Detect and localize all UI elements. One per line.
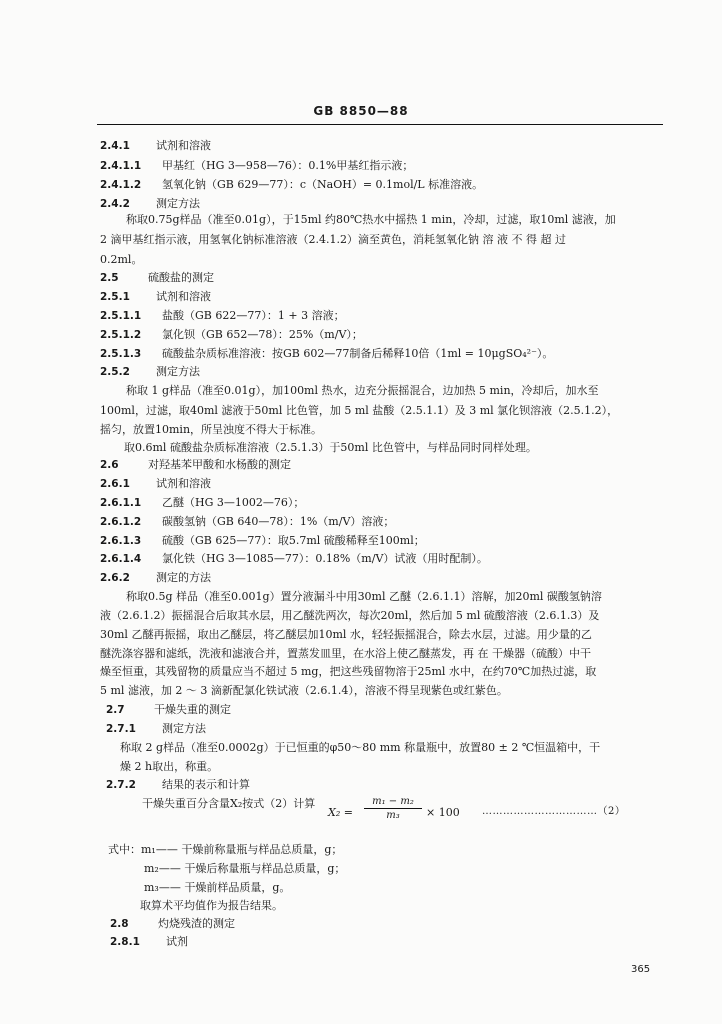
formula-fraction xyxy=(364,796,422,821)
paragraph-line xyxy=(120,760,218,774)
line-text: 2 滴甲基红指示液，用氢氧化钠标准溶液（2.4.1.2）滴至黄色，消耗氢氧化钠 溶 液 不 得 超 过 xyxy=(100,233,566,246)
paragraph-line xyxy=(144,881,290,895)
line-text: 氢氧化钠（GB 629—77）：c（NaOH）= 0.1mol/L 标准溶液。 xyxy=(162,178,484,191)
section-number: 2.5.2 xyxy=(100,366,130,378)
line-text: 试剂和溶液 xyxy=(156,139,211,152)
paragraph-line xyxy=(100,684,508,698)
line-text: 测定方法 xyxy=(156,365,200,378)
section-number: 2.6.1.3 xyxy=(100,535,142,547)
paragraph-line xyxy=(100,647,591,661)
paragraph-line xyxy=(100,423,322,437)
line-text: 干燥失重百分含量X₂按式（2）计算 xyxy=(142,797,316,810)
section-heading-line xyxy=(100,139,211,153)
section-heading-line xyxy=(100,290,211,304)
paragraph-line xyxy=(144,862,345,876)
page-number: 365 xyxy=(631,964,651,975)
line-text: 100ml，过滤，取40ml 滤液于50ml 比色管，加 5 ml 盐酸（2.5.1.1）及 3 ml 氯化钡溶液（2.5.1.2）， xyxy=(100,404,619,417)
section-number: 2.5.1.1 xyxy=(100,310,142,322)
section-number: 2.7.1 xyxy=(106,723,136,735)
line-text: 试剂和溶液 xyxy=(156,477,211,490)
section-heading-line xyxy=(110,917,235,931)
section-number: 2.5 xyxy=(100,272,119,284)
paragraph-line xyxy=(126,590,602,604)
line-text: 5 ml 滤液，加 2 ～ 3 滴新配氯化铁试液（2.6.1.4），溶液不得呈现紫色或红紫色。 xyxy=(100,684,508,697)
paragraph-line xyxy=(100,628,592,642)
line-text: 干燥失重的测定 xyxy=(154,703,231,716)
section-heading-line xyxy=(100,328,363,342)
section-heading-line xyxy=(100,347,553,361)
formula-numerator: m₁ − m₂ xyxy=(372,796,414,807)
section-heading-line xyxy=(100,496,304,510)
section-heading-line xyxy=(100,309,345,323)
paragraph-line xyxy=(100,253,142,267)
formula-multiplier: × 100 xyxy=(426,806,460,819)
section-number: 2.5.1.2 xyxy=(100,329,142,341)
line-text: 氯化钡（GB 652—78）：25%（m/V）； xyxy=(162,328,363,341)
paragraph-line xyxy=(108,843,342,857)
section-number: 2.8 xyxy=(110,918,129,930)
section-heading-line xyxy=(106,703,231,717)
line-text: 取算术平均值作为报告结果。 xyxy=(140,899,283,912)
section-number: 2.5.1.3 xyxy=(100,348,142,360)
paragraph-line xyxy=(126,213,616,227)
section-heading-line xyxy=(100,534,425,548)
paragraph-line xyxy=(140,899,283,913)
line-text: 硫酸盐的测定 xyxy=(148,271,214,284)
line-text: 灼烧残渣的测定 xyxy=(158,917,235,930)
section-number: 2.6 xyxy=(100,459,119,471)
section-number: 2.4.1.1 xyxy=(100,160,142,172)
page-header-standard-number: GB 8850—88 xyxy=(313,104,409,118)
line-text: 称取 2 g样品（准至0.0002g）于已恒重的φ50～80 mm 称量瓶中，放置80 ± 2 ℃恒温箱中，干 xyxy=(120,741,601,754)
line-text: 0.2ml。 xyxy=(100,253,143,266)
section-number: 2.6.1.4 xyxy=(100,553,142,565)
section-heading-line xyxy=(100,159,413,173)
paragraph-line xyxy=(100,609,599,623)
line-text: 甲基红（HG 3—958—76）：0.1%甲基红指示液； xyxy=(162,159,414,172)
formula-lhs: X₂ = xyxy=(328,806,353,819)
line-text: 对羟基苯甲酸和水杨酸的测定 xyxy=(148,458,291,471)
section-number: 2.8.1 xyxy=(110,936,140,948)
line-text: 硫酸盐杂质标准溶液：按GB 602—77制备后稀释10倍（1ml = 10μgSO₄²⁻）。 xyxy=(162,347,554,360)
section-heading-line xyxy=(106,722,206,736)
line-text: 结果的表示和计算 xyxy=(162,778,250,791)
line-text: 盐酸（GB 622—77）：1 + 3 溶液； xyxy=(162,309,345,322)
line-text: 燥 2 h取出，称重。 xyxy=(120,760,219,773)
line-text: 称取 1 g样品（准至0.01g），加100ml 热水，边充分振摇混合，边加热 5 min，冷却后，加水至 xyxy=(126,384,599,397)
section-heading-line xyxy=(106,778,250,792)
section-heading-line xyxy=(100,271,214,285)
line-text: 燥至恒重，其残留物的质量应当不超过 5 mg，把这些残留物溶于25ml 水中，在约70℃加热过滤，取 xyxy=(100,665,597,678)
formula-label: ……………………………（2） xyxy=(482,806,626,817)
paragraph-line xyxy=(100,404,618,418)
line-text: 试剂和溶液 xyxy=(156,290,211,303)
line-text: 取0.6ml 硫酸盐杂质标准溶液（2.5.1.3）于50ml 比色管中，与样品同时同样处理。 xyxy=(124,441,537,454)
line-text: 试剂 xyxy=(166,935,188,948)
line-text: 碳酸氢钠（GB 640—78）：1%（m/V）溶液； xyxy=(162,515,395,528)
section-heading-line xyxy=(100,571,211,585)
line-text: 30ml 乙醚再振摇，取出乙醚层，将乙醚层加10ml 水，轻轻振摇混合，除去水层，过滤。用少量的乙 xyxy=(100,628,592,641)
header-rule xyxy=(97,124,663,125)
line-text: 测定的方法 xyxy=(156,571,211,584)
section-number: 2.6.1.1 xyxy=(100,497,142,509)
section-number: 2.5.1 xyxy=(100,291,130,303)
line-text: 摇匀，放置10min，所呈浊度不得大于标准。 xyxy=(100,423,323,436)
section-number: 2.4.2 xyxy=(100,198,130,210)
line-text: 液（2.6.1.2）振摇混合后取其水层，用乙醚洗两次，每次20ml，然后加 5 ml 硫酸溶液（2.6.1.3）及 xyxy=(100,609,600,622)
section-heading-line xyxy=(100,477,211,491)
section-heading-line xyxy=(100,552,488,566)
line-text: m₃—— 干燥前样品质量，g。 xyxy=(144,881,291,894)
line-text: 测定方法 xyxy=(156,197,200,210)
section-number: 2.6.1.2 xyxy=(100,516,142,528)
section-number: 2.6.1 xyxy=(100,478,130,490)
line-text: 式中：m₁—— 干燥前称量瓶与样品总质量，g； xyxy=(108,843,343,856)
section-heading-line xyxy=(110,935,188,949)
paragraph-line xyxy=(100,665,596,679)
section-heading-line xyxy=(100,178,483,192)
paragraph-line xyxy=(100,233,566,247)
fraction-bar xyxy=(364,808,422,809)
line-text: 称取0.75g样品（准至0.01g），于15ml 约80℃热水中摇热 1 min，冷却，过滤，取10ml 滤液，加 xyxy=(126,213,616,226)
paragraph-line xyxy=(142,797,315,811)
section-number: 2.6.2 xyxy=(100,572,130,584)
paragraph-line xyxy=(126,384,599,398)
section-heading-line xyxy=(100,458,291,472)
line-text: 氯化铁（HG 3—1085—77）：0.18%（m/V）试液（用时配制）。 xyxy=(162,552,488,565)
line-text: m₂—— 干燥后称量瓶与样品总质量，g； xyxy=(144,862,346,875)
line-text: 硫酸（GB 625—77）：取5.7ml 硫酸稀释至100ml； xyxy=(162,534,425,547)
line-text: 称取0.5g 样品（准至0.001g）置分液漏斗中用30ml 乙醚（2.6.1.1）溶解，加20ml 碳酸氢钠溶 xyxy=(126,590,602,603)
section-heading-line xyxy=(100,515,394,529)
line-text: 测定方法 xyxy=(162,722,206,735)
paragraph-line xyxy=(120,741,600,755)
section-heading-line xyxy=(100,197,200,211)
formula-denominator: m₃ xyxy=(386,810,400,821)
line-text: 醚洗涤容器和滤纸，洗液和滤液合并，置蒸发皿里，在水浴上使乙醚蒸发，再 在 干燥器（硫酸）中干 xyxy=(100,647,591,660)
section-number: 2.7.2 xyxy=(106,779,136,791)
section-number: 2.4.1.2 xyxy=(100,179,142,191)
paragraph-line xyxy=(124,441,537,455)
section-number: 2.7 xyxy=(106,704,125,716)
line-text: 乙醚（HG 3—1002—76）； xyxy=(162,496,305,509)
section-number: 2.4.1 xyxy=(100,140,130,152)
section-heading-line xyxy=(100,365,200,379)
